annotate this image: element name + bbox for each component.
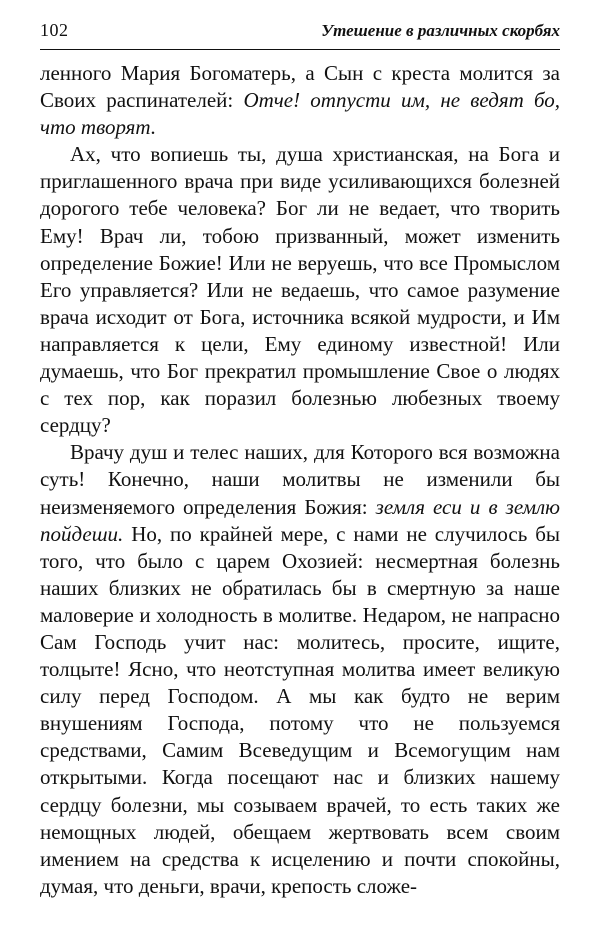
paragraph-3-text-1: Врачу душ и телес наших, для Которого вся возможна суть! Конечно, наши молитвы не изменили бы неизменяемого определения Божия:: [40, 440, 560, 519]
chapter-title: Утешение в различных скорбях: [321, 21, 560, 40]
book-page: [40, 18, 560, 900]
paragraph-2: [40, 141, 560, 439]
paragraph-3: [40, 439, 560, 900]
paragraph-1-text-1: ленного Мария Богоматерь, а Сын с креста молится за Своих распинателей:: [40, 61, 560, 113]
body-text: [40, 60, 560, 900]
paragraph-1: [40, 60, 560, 141]
paragraph-1-quote: Отче! отпусти им, не ведят бо, что творят.: [40, 88, 560, 140]
paragraph-2-text: Ах, что вопиешь ты, душа христианская, на Бога и приглашенного врача при виде усиливающихся болезней дорогого тебе человека? Бог ли не ведает, что творить Ему! Врач ли, тобою призванный, может изменить определение Божие! Или не веруешь, что все Промыслом Его управляется? Или не ведаешь, что самое разумение врача исходит от Бога, источника всякой мудрости, и Им направляется к цели, Ему единому известной! Или думаешь, что Бог прекратил промышление Свое о людях с тех пор, как поразил болезнью любезных твоему сердцу?: [40, 142, 560, 438]
running-head: [40, 18, 560, 50]
page-number: 102: [40, 20, 69, 40]
paragraph-3-text-2: Но, по крайней мере, с нами не случилось бы того, что было с царем Охозией: несмертная болезнь наших близких не обратилась бы в смертную за наше маловерие и холодность в молитве. Недаром, не напрасно Сам Господь учит нас: молитесь, просите, ищите, толцыте! Ясно, что неотступная молитва имеет великую силу перед Господом. А мы как будто не верим внушениям Господа, потому что не пользуемся средствами, Самим Всеведущим и Всемогущим нам открытыми. Когда посещают нас и близких нашему сердцу болезни, мы созываем врачей, то есть таких же немощных людей, обещаем жертвовать всем своим имением на средства к исцелению и почти спокойны, думая, что деньги, врачи, крепость сложе-: [40, 521, 560, 898]
paragraph-3-quote: земля еси и в землю пойдеши.: [40, 494, 560, 546]
